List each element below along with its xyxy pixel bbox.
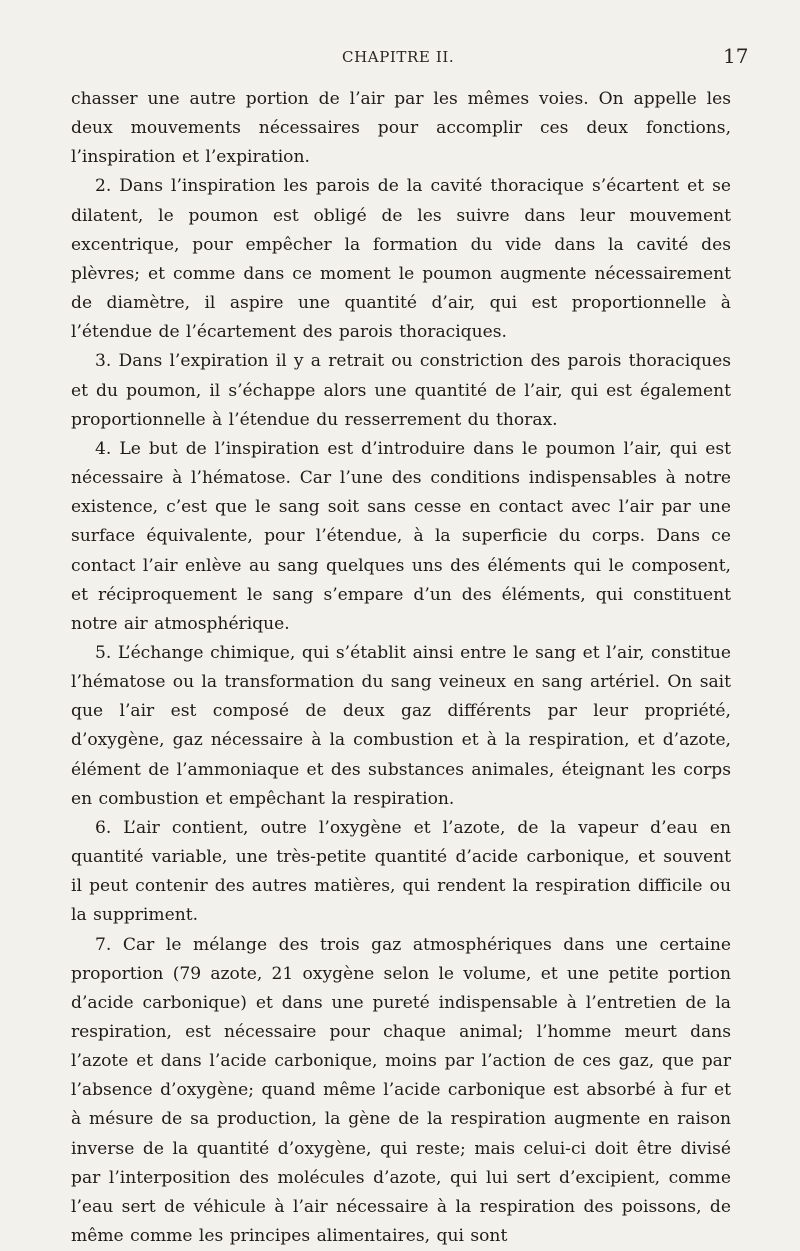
- paragraph-continuation: chasser une autre portion de l’air par les mêmes voies. On appelle les deux mouvements nécessaires pour accomplir ces deux fonctions, l’inspiration et l’expiration.: [71, 89, 731, 168]
- page-number: 17: [723, 44, 749, 68]
- running-head: CHAPITRE II.: [342, 48, 455, 66]
- paragraph-2: 2. Dans l’inspiration les parois de la cavité thoracique s’écartent et se dilatent, le poumon est obligé de les suivre dans leur mouvement excentrique, pour empêcher la formation du vide dans la cavité des plèvres; et comme dans ce moment le poumon augmente nécessairement de diamètre, il aspire une quantité d’air, qui est proportionnelle à l’étendue de l’écartement des parois thoraciques.: [71, 176, 731, 343]
- body-text: [71, 85, 731, 1251]
- paragraph-6: 6. L’air contient, outre l’oxygène et l’azote, de la vapeur d’eau en quantité variable, une très-petite quantité d’acide carbonique, et souvent il peut contenir des autres matières, qui rendent la respiration difficile ou la suppriment.: [71, 817, 731, 926]
- paragraph-5: 5. L’échange chimique, qui s’établit ainsi entre le sang et l’air, constitue l’hématose ou la transformation du sang veineux en sang artériel. On sait que l’air est composé de deux gaz différents par leur propriété, d’oxygène, gaz nécessaire à la combustion et à la respiration, et d’azote, élément de l’ammoniaque et des substances animales, éteignant les corps en combustion et empêchant la respiration.: [71, 642, 731, 809]
- paragraph-4: 4. Le but de l’inspiration est d’introduire dans le poumon l’air, qui est nécessaire à l’hématose. Car l’une des conditions indispensables à notre existence, c’est que le sang soit sans cesse en contact avec l’air par une surface équivalente, pour l’étendue, à la superficie du corps. Dans ce contact l’air enlève au sang quelques uns des éléments qui le composent, et réciproquement le sang s’empare d’un des éléments, qui constituent notre air atmosphérique.: [71, 438, 731, 634]
- paragraph-3: 3. Dans l’expiration il y a retrait ou constriction des parois thoraciques et du poumon, il s’échappe alors une quantité de l’air, qui est également proportionnelle à l’étendue du resserrement du thorax.: [71, 351, 731, 430]
- paragraph-7: 7. Car le mélange des trois gaz atmosphériques dans une certaine proportion (79 azote, 21 oxygène selon le volume, et une petite portion d’acide carbonique) et dans une pureté indispensable à l’entretien de la respiration, est nécessaire pour chaque animal; l’homme meurt dans l’azote et dans l’acide carbonique, moins par l’action de ces gaz, que par l’absence d’oxygène; quand même l’acide carbonique est absorbé à fur et à mésure de sa production, la gène de la respiration augmente en raison inverse de la quantité d’oxygène, qui reste; mais celui-ci doit être divisé par l’interposition des molécules d’azote, qui lui sert d’excipient, comme l’eau sert de véhicule à l’air nécessaire à la respiration des poissons, de même comme les principes alimentaires, qui sont: [71, 934, 731, 1247]
